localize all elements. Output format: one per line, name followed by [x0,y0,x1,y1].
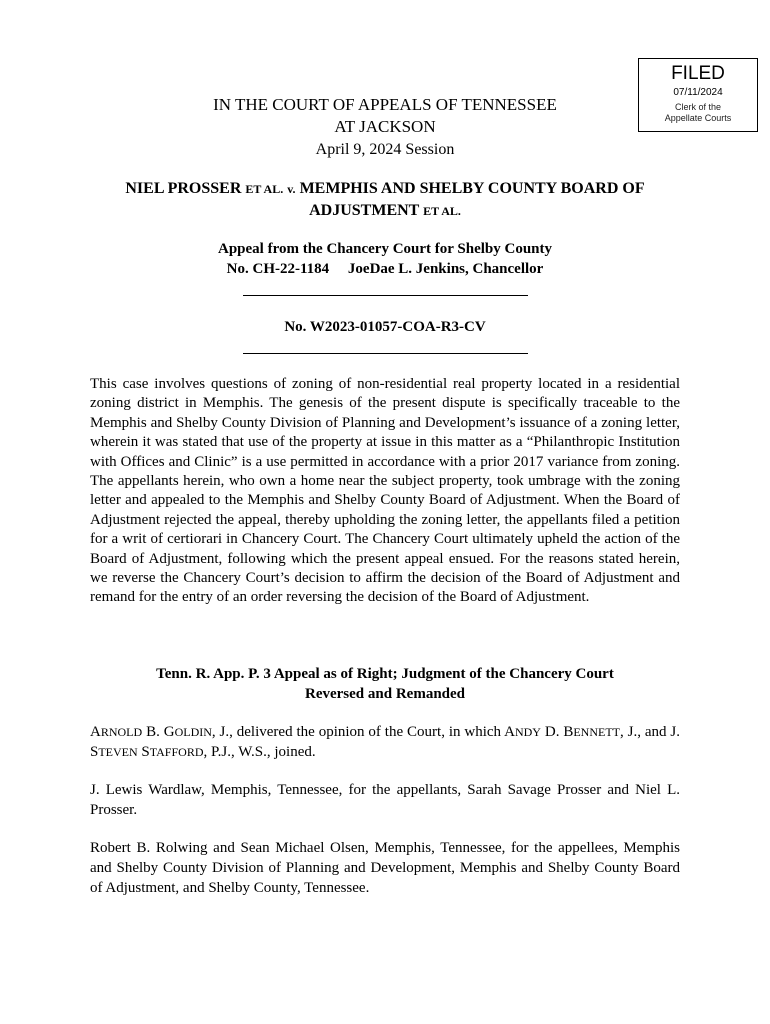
stamp-clerk-line1: Clerk of the [674,102,722,112]
judge2-first: NDY [514,725,541,739]
case-summary: This case involves questions of zoning of non-residential real property located in a residential zoning district in Memphis. The genesis of the present dispute is specifically traceable to the Memphis and Shelby County Division of Planning and Development’s issuance of a zoning letter, wherein it was stated that use of the property at issue in this matter as a “Philanthropic Institution with Offices and Clinic” is a use permitted in accordance with a prior 2017 variance from zoning. The appellants herein, who own a home near the subject property, took umbrage with the zoning letter and appealed to the Memphis and Shelby County Board of Adjustment. When the Board of Adjustment rejected the appeal, thereby upholding the zoning letter, the appellants filed a petition for a writ of certiorari in Chancery Court. The Chancery Court ultimately upheld the action of the Board of Adjustment, following which the present appeal ensued. For the reasons stated herein, we reverse the Chancery Court’s decision to affirm the decision of the Board of Adjustment and remand for the entry of an order reversing the decision of the Board of Adjustment. [90,376,680,606]
judge2-mid: D. B [544,724,574,740]
appeal-origin: Appeal from the Chancery Court for Shelby County [217,241,553,257]
judge3-mid: S [141,744,150,760]
stamp-filed-label: FILED [671,63,725,84]
divider-top [243,295,528,296]
judge1-last: OLDIN [174,725,212,739]
caption-party2: MEMPHIS AND SHELBY COUNTY BOARD OF ADJUSTMENT [299,180,645,219]
holding-line1: Tenn. R. App. P. 3 Appeal as of Right; Judgment of the Chancery Court [156,666,614,682]
opinion-text2: , J., and J. S [90,724,681,760]
holding [90,664,680,704]
docket-number: No. W2023-01057-COA-R3-CV [284,319,486,335]
judge1-first-rest: RNOLD [100,725,143,739]
caption-etal1: ET AL. [245,182,284,196]
judge1-mid: B. G [146,724,175,740]
trial-judge: JoeDae L. Jenkins, Chancellor [347,261,544,277]
counsel-appellees: Robert B. Rolwing and Sean Michael Olsen, Memphis, Tennessee, for the appellees, Memphis and Shelby County Division of Planning and Development, Memphis and Shelby County Board of Adjustment, and Shelby County, Tennessee. [90,840,680,896]
holding-line2: Reversed and Remanded [305,686,465,702]
caption-versus: v. [287,182,296,196]
judge3-first: TEVEN [98,745,138,759]
caption-party1: NIEL PROSSER [125,180,242,197]
opinion-text3: , P.J., W.S., joined. [203,744,316,760]
judge2-last: ENNETT [573,725,620,739]
divider-bottom [243,353,528,354]
session-date: April 9, 2024 Session [315,141,455,158]
case-caption [90,178,680,222]
stamp-clerk-line2: Appellate Courts [664,113,732,123]
appeal-case-line [90,259,680,279]
stamp-date: 07/11/2024 [673,87,723,98]
opinion-authorship [90,722,680,762]
trial-case-number: No. CH-22-1184 [226,261,330,277]
judge1-initial: A [90,724,101,740]
opinion-text1: , J., delivered the opinion of the Court, in which A [211,724,515,740]
judge3-last: TAFFORD [149,745,204,759]
caption-etal2: ET AL. [423,204,461,218]
counsel-appellants: J. Lewis Wardlaw, Memphis, Tennessee, for the appellants, Sarah Savage Prosser and Niel L. Prosser. [90,782,680,818]
court-name-line1: IN THE COURT OF APPEALS OF TENNESSEE [213,95,557,114]
court-name-line2: AT JACKSON [334,117,436,136]
